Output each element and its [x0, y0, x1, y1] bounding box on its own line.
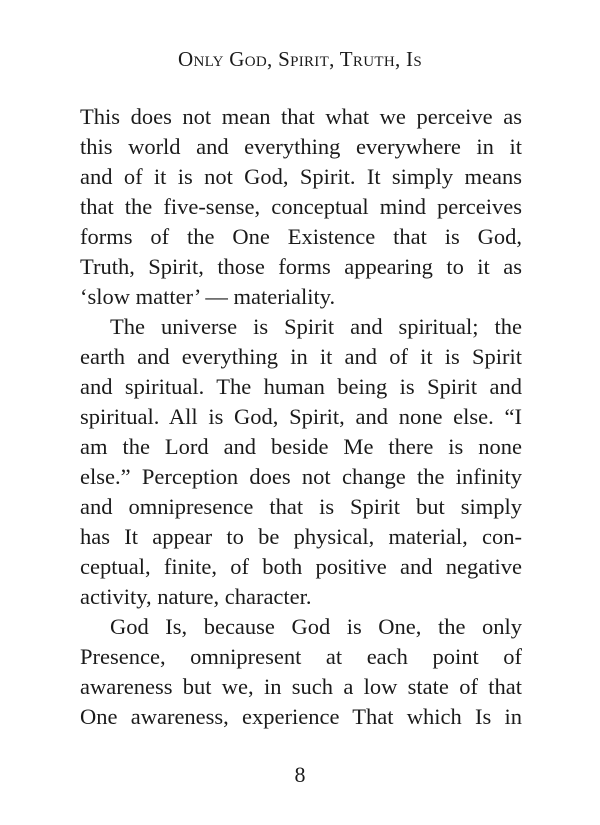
text-line: One awareness, experience That which Is in	[80, 704, 522, 729]
text-line: ‘slow matter’ — materiality.	[80, 284, 336, 309]
text-line: ceptual, finite, of both positive and negative	[80, 554, 522, 579]
text-line: Truth, Spirit, those forms appearing to it as	[80, 254, 522, 279]
text-line: awareness but we, in such a low state of that	[80, 674, 522, 699]
running-head: Only God, Spirit, Truth, Is	[178, 47, 422, 71]
text-line: Presence, omnipresent at each point of	[80, 644, 522, 669]
text-line: God Is, because God is One, the only	[110, 614, 522, 639]
text-line: activity, nature, character.	[80, 584, 312, 609]
text-line: forms of the One Existence that is God,	[80, 224, 522, 249]
paragraph-2	[80, 312, 522, 612]
text-line: This does not mean that what we perceive as	[80, 104, 522, 129]
paragraph-1	[80, 102, 522, 312]
text-line: am the Lord and beside Me there is none	[80, 434, 522, 459]
page-number: 8	[294, 762, 306, 787]
text-line: and omnipresence that is Spirit but simply	[80, 494, 522, 519]
text-line: earth and everything in it and of it is Spirit	[80, 344, 522, 369]
text-line: else.” Perception does not change the infinity	[80, 464, 522, 489]
text-line: The universe is Spirit and spiritual; the	[110, 314, 522, 339]
text-line: this world and everything everywhere in it	[80, 134, 522, 159]
text-line: spiritual. All is God, Spirit, and none else. “I	[80, 404, 522, 429]
text-line: and spiritual. The human being is Spirit and	[80, 374, 522, 399]
body-text	[80, 102, 522, 732]
paragraph-3	[80, 612, 522, 732]
text-line: has It appear to be physical, material, con-	[80, 524, 522, 549]
text-line: that the five-sense, conceptual mind perceives	[80, 194, 522, 219]
text-line: and of it is not God, Spirit. It simply means	[80, 164, 522, 189]
